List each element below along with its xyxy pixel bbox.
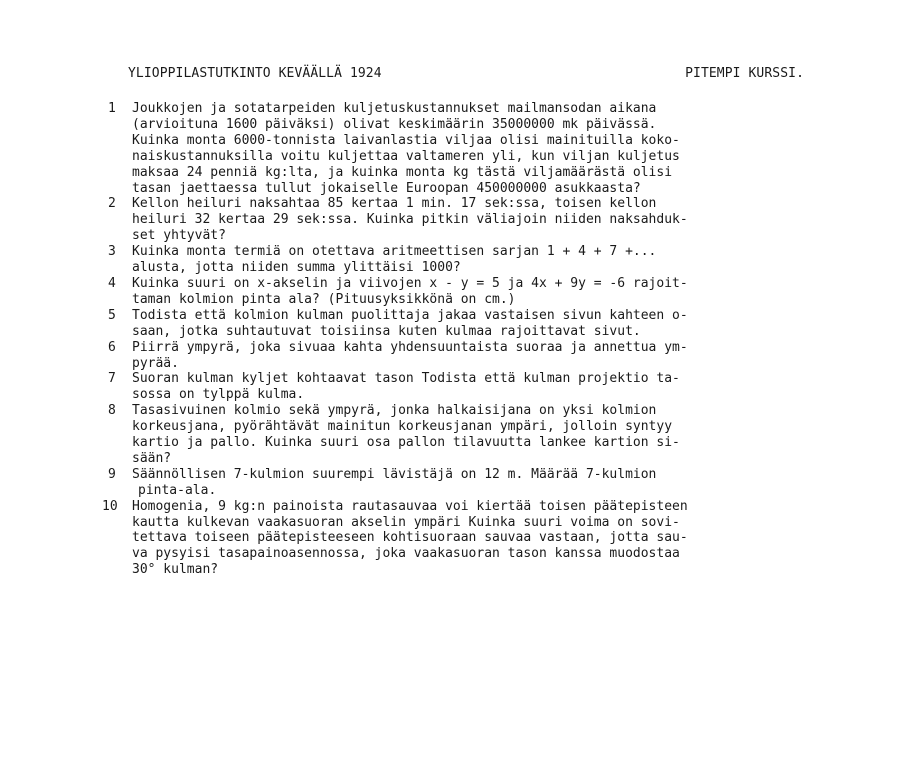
question-8 — [108, 403, 838, 467]
question-line: Joukkojen ja sotatarpeiden kuljetuskustannukset mailmansodan aikana — [132, 101, 657, 116]
question-line: sään? — [132, 450, 172, 466]
question-line: Todista että kolmion kulman puolittaja jakaa vastaisen sivun kahteen o- — [132, 307, 688, 323]
question-line: Piirrä ympyrä, joka sivuaa kahta yhdensuuntaista suoraa ja annettua ym- — [132, 339, 688, 355]
question-line: naiskustannuksilla voitu kuljettaa valtameren yli, kun viljan kuljetus — [132, 148, 680, 164]
question-line: alusta, jotta niiden summa ylittäisi 1000? — [132, 260, 461, 276]
question-2 — [108, 196, 838, 244]
question-line: Suoran kulman kyljet kohtaavat tason Todista että kulman projektio ta- — [132, 371, 680, 387]
question-line: tettava toiseen päätepisteeseen kohtisuoraan sauvaa vastaan, jotta sau- — [132, 530, 688, 546]
question-5 — [108, 308, 838, 340]
question-number: 6 — [108, 339, 116, 355]
question-7 — [108, 371, 838, 403]
exam-title: YLIOPPILASTUTKINTO KEVÄÄLLÄ 1924 — [128, 66, 382, 81]
question-line: set yhtyvät? — [132, 228, 226, 244]
question-line: kartio ja pallo. Kuinka suuri osa pallon tilavuutta lankee kartion si- — [132, 435, 680, 451]
question-line: va pysyisi tasapainoasennossa, joka vaakasuoran tason kanssa muodostaa — [132, 546, 680, 562]
question-number: 1 — [108, 101, 116, 116]
question-line: pyrää. — [132, 355, 179, 371]
question-line: Kuinka monta 6000-tonnista laivanlastia viljaa olisi mainituilla koko- — [132, 132, 680, 148]
question-9 — [108, 467, 838, 499]
question-line: taman kolmion pinta ala? (Pituusyksikkönä on cm.) — [132, 291, 516, 307]
question-number: 5 — [108, 307, 116, 323]
question-line: Kellon heiluri naksahtaa 85 kertaa 1 min. 17 sek:ssa, toisen kellon — [132, 196, 657, 212]
question-1 — [108, 101, 838, 196]
question-line: Säännöllisen 7-kulmion suurempi lävistäjä on 12 m. Määrää 7-kulmion — [132, 466, 657, 482]
question-line: Homogenia, 9 kg:n painoista rautasauvaa voi kiertää toisen päätepisteen — [132, 498, 688, 514]
question-line: Kuinka monta termiä on otettava aritmeettisen sarjan 1 + 4 + 7 +... — [132, 244, 657, 260]
question-line: Kuinka suuri on x-akselin ja viivojen x - y = 5 ja 4x + 9y = -6 rajoit- — [132, 275, 688, 291]
question-number: 7 — [108, 371, 116, 387]
question-line: maksaa 24 penniä kg:lta, ja kuinka monta kg tästä viljamäärästä olisi — [132, 164, 673, 180]
question-line: heiluri 32 kertaa 29 sek:ssa. Kuinka pitkin väliajoin niiden naksahduk- — [132, 212, 688, 228]
question-number: 8 — [108, 403, 116, 419]
question-3 — [108, 244, 838, 276]
question-line: tasan jaettaessa tullut jokaiselle Euroopan 450000000 asukkaasta? — [132, 180, 641, 196]
question-line: (arvioituna 1600 päiväksi) olivat keskimäärin 35000000 mk päivässä. — [132, 116, 657, 132]
course-label: PITEMPI KURSSI. — [685, 66, 804, 81]
question-4 — [108, 276, 838, 308]
question-line: 30° kulman? — [132, 562, 219, 578]
question-10 — [102, 498, 838, 579]
question-line: Tasasivuinen kolmio sekä ympyrä, jonka halkaisijana on yksi kolmion — [132, 403, 657, 419]
question-number: 9 — [108, 466, 116, 482]
exam-header — [128, 66, 804, 84]
question-line: korkeusjana, pyörähtävät mainitun korkeusjanan ympäri, jolloin syntyy — [132, 419, 673, 435]
question-line: pinta-ala. — [138, 482, 217, 498]
question-number: 10 — [102, 498, 118, 514]
question-line: sossa on tylppä kulma. — [132, 387, 305, 403]
question-line: kautta kulkevan vaakasuoran akselin ympäri Kuinka suuri voima on sovi- — [132, 514, 680, 530]
question-number: 4 — [108, 275, 116, 291]
question-list — [102, 101, 838, 578]
question-number: 2 — [108, 196, 116, 212]
question-line: saan, jotka suhtautuvat toisiinsa kuten kulmaa rajoittavat sivut. — [132, 323, 641, 339]
question-6 — [108, 340, 838, 372]
question-number: 3 — [108, 244, 116, 260]
